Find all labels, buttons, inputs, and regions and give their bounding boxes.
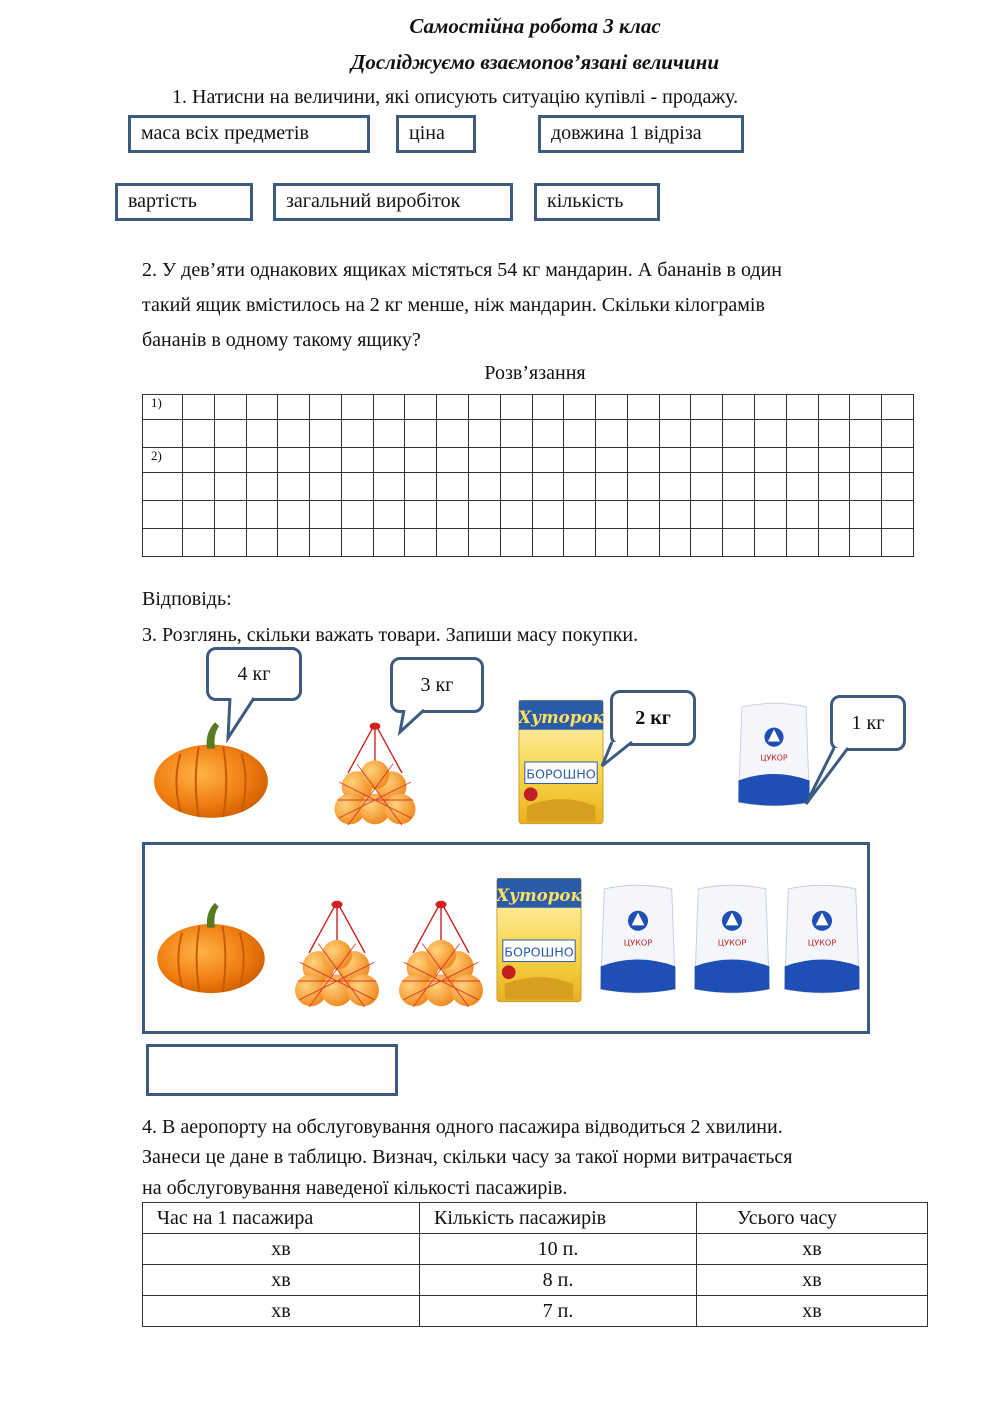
grid-cell[interactable] — [596, 448, 628, 473]
grid-cell[interactable] — [405, 448, 437, 473]
oranges-weight-bubble: 3 кг — [390, 657, 484, 713]
time-cell[interactable]: хв — [143, 1296, 420, 1327]
grid-cell[interactable] — [850, 473, 882, 501]
count-cell: 7 п. — [420, 1296, 697, 1327]
count-cell: 8 п. — [420, 1265, 697, 1296]
solution-label: Розв’язання — [484, 362, 586, 384]
purchase-box — [142, 842, 870, 1034]
option-price-button[interactable]: ціна — [396, 115, 476, 153]
purchase-pumpkin-image — [153, 899, 269, 995]
grid-cell[interactable] — [882, 501, 914, 529]
grid-cell[interactable] — [310, 448, 342, 473]
grid-cell[interactable] — [214, 420, 246, 448]
grid-cell[interactable] — [182, 395, 214, 420]
table-row — [143, 1296, 928, 1327]
grid-cell[interactable] — [818, 529, 850, 557]
grid-cell[interactable] — [437, 395, 469, 420]
task1-prompt: 1. Натисни на величини, які описують ситуацію купівлі - продажу. — [172, 86, 739, 108]
grid-cell[interactable] — [691, 448, 723, 473]
grid-cell[interactable] — [882, 448, 914, 473]
table-row — [143, 1265, 928, 1296]
grid-cell[interactable] — [850, 448, 882, 473]
grid-cell[interactable] — [341, 473, 373, 501]
grid-cell[interactable] — [469, 448, 501, 473]
grid-cell[interactable] — [182, 529, 214, 557]
grid-cell[interactable] — [564, 420, 596, 448]
pumpkin-bubble-tail — [220, 698, 260, 740]
grid-cell[interactable] — [627, 501, 659, 529]
purchase-sugar-image — [597, 879, 679, 999]
grid-cell[interactable] — [596, 501, 628, 529]
grid-cell[interactable] — [437, 501, 469, 529]
grid-cell[interactable] — [278, 395, 310, 420]
grid-cell[interactable] — [143, 420, 183, 448]
grid-cell[interactable] — [786, 448, 818, 473]
grid-cell[interactable] — [564, 395, 596, 420]
grid-cell[interactable] — [532, 420, 564, 448]
grid-cell[interactable] — [596, 529, 628, 557]
grid-cell[interactable] — [818, 473, 850, 501]
flour-bubble-tail — [600, 740, 640, 770]
grid-cell[interactable] — [182, 501, 214, 529]
grid-cell[interactable] — [627, 420, 659, 448]
grid-cell[interactable] — [659, 529, 691, 557]
grid-row — [143, 448, 914, 473]
grid-row-label[interactable]: 1) — [143, 395, 183, 420]
grid-cell[interactable] — [341, 501, 373, 529]
grid-cell[interactable] — [596, 473, 628, 501]
grid-cell[interactable] — [755, 529, 787, 557]
grid-cell[interactable] — [405, 473, 437, 501]
task4-line2: Занеси це дане в таблицю. Визнач, скільки часу за такої норми витрачається — [142, 1146, 793, 1168]
grid-cell[interactable] — [723, 529, 755, 557]
time-cell[interactable]: хв — [143, 1234, 420, 1265]
task2-line2: такий ящик вмістилось на 2 кг менше, ніж мандарин. Скільки кілограмів — [142, 294, 765, 316]
grid-cell[interactable] — [532, 448, 564, 473]
grid-cell[interactable] — [882, 420, 914, 448]
grid-cell[interactable] — [532, 395, 564, 420]
grid-cell[interactable] — [818, 448, 850, 473]
grid-cell[interactable] — [373, 529, 405, 557]
grid-cell[interactable] — [500, 501, 532, 529]
grid-cell[interactable] — [469, 529, 501, 557]
page-title: Самостійна робота 3 клас — [409, 14, 661, 38]
grid-cell[interactable] — [278, 529, 310, 557]
grid-cell[interactable] — [691, 501, 723, 529]
purchase-mass-answer-input[interactable] — [146, 1044, 398, 1096]
grid-cell[interactable] — [469, 473, 501, 501]
grid-cell[interactable] — [786, 529, 818, 557]
grid-cell[interactable] — [882, 529, 914, 557]
grid-cell[interactable] — [405, 420, 437, 448]
grid-cell[interactable] — [405, 395, 437, 420]
grid-cell[interactable] — [659, 448, 691, 473]
purchase-oranges-image — [391, 897, 491, 1009]
option-length-button[interactable]: довжина 1 відріза — [538, 115, 744, 153]
grid-cell[interactable] — [278, 473, 310, 501]
grid-cell[interactable] — [341, 448, 373, 473]
time-cell[interactable]: хв — [143, 1265, 420, 1296]
grid-cell[interactable] — [723, 395, 755, 420]
grid-cell[interactable] — [214, 501, 246, 529]
solution-grid[interactable] — [142, 394, 914, 557]
grid-cell[interactable] — [469, 395, 501, 420]
grid-cell[interactable] — [278, 501, 310, 529]
grid-row — [143, 420, 914, 448]
grid-cell[interactable] — [786, 420, 818, 448]
grid-cell[interactable] — [596, 420, 628, 448]
grid-cell[interactable] — [659, 395, 691, 420]
grid-cell[interactable] — [691, 420, 723, 448]
grid-cell[interactable] — [786, 395, 818, 420]
grid-cell[interactable] — [437, 529, 469, 557]
task4-line1: 4. В аеропорту на обслуговування одного пасажира відводиться 2 хвилини. — [142, 1116, 783, 1138]
grid-cell[interactable] — [182, 448, 214, 473]
grid-cell[interactable] — [214, 395, 246, 420]
grid-cell[interactable] — [786, 501, 818, 529]
grid-cell[interactable] — [627, 473, 659, 501]
grid-cell[interactable] — [882, 473, 914, 501]
grid-cell[interactable] — [214, 529, 246, 557]
purchase-oranges-image — [287, 897, 387, 1009]
grid-cell[interactable] — [373, 395, 405, 420]
grid-cell[interactable] — [373, 420, 405, 448]
option-mass-button[interactable]: маса всіх предметів — [128, 115, 370, 153]
grid-cell[interactable] — [755, 395, 787, 420]
grid-cell[interactable] — [564, 448, 596, 473]
grid-cell[interactable] — [143, 529, 183, 557]
header-passenger-count: Кількість пасажирів — [420, 1203, 697, 1234]
grid-row — [143, 501, 914, 529]
grid-cell[interactable] — [310, 501, 342, 529]
purchase-sugar-image — [781, 879, 863, 999]
grid-cell[interactable] — [469, 501, 501, 529]
grid-cell[interactable] — [723, 420, 755, 448]
grid-cell[interactable] — [596, 395, 628, 420]
grid-cell[interactable] — [691, 395, 723, 420]
total-cell[interactable]: хв — [697, 1296, 928, 1327]
option-quantity-button[interactable]: кількість — [534, 183, 660, 221]
time-table — [142, 1202, 928, 1327]
table-row — [143, 1234, 928, 1265]
grid-cell[interactable] — [278, 448, 310, 473]
task2-line3: бананів в одному такому ящику? — [142, 329, 421, 351]
flour-weight-bubble: 2 кг — [610, 690, 696, 746]
sugar-weight-bubble: 1 кг — [830, 695, 906, 751]
grid-cell[interactable] — [437, 473, 469, 501]
grid-cell[interactable] — [469, 420, 501, 448]
total-cell[interactable]: хв — [697, 1265, 928, 1296]
grid-cell[interactable] — [691, 529, 723, 557]
grid-cell[interactable] — [310, 473, 342, 501]
grid-cell[interactable] — [278, 420, 310, 448]
grid-cell[interactable] — [564, 501, 596, 529]
sugar-bubble-tail — [800, 748, 850, 810]
task2-line1: 2. У дев’яти однакових ящиках містяться 54 кг мандарин. А бананів в один — [142, 259, 782, 281]
grid-cell[interactable] — [850, 395, 882, 420]
grid-cell[interactable] — [659, 501, 691, 529]
count-cell: 10 п. — [420, 1234, 697, 1265]
grid-cell[interactable] — [755, 501, 787, 529]
grid-cell[interactable] — [627, 448, 659, 473]
grid-cell[interactable] — [723, 473, 755, 501]
grid-cell[interactable] — [341, 420, 373, 448]
grid-cell[interactable] — [182, 420, 214, 448]
grid-cell[interactable] — [310, 420, 342, 448]
grid-cell[interactable] — [405, 501, 437, 529]
grid-cell[interactable] — [818, 395, 850, 420]
task4-line3: на обслуговування наведеної кількості пасажирів. — [142, 1177, 568, 1199]
grid-cell[interactable] — [564, 473, 596, 501]
grid-cell[interactable] — [310, 529, 342, 557]
grid-cell[interactable] — [500, 448, 532, 473]
grid-cell[interactable] — [882, 395, 914, 420]
grid-cell[interactable] — [373, 501, 405, 529]
grid-row — [143, 473, 914, 501]
grid-cell[interactable] — [246, 420, 278, 448]
grid-cell[interactable] — [246, 529, 278, 557]
pumpkin-weight-bubble: 4 кг — [206, 647, 302, 701]
grid-cell[interactable] — [532, 501, 564, 529]
answer-label: Відповідь: — [142, 588, 232, 610]
grid-cell[interactable] — [723, 448, 755, 473]
grid-cell[interactable] — [627, 529, 659, 557]
grid-cell[interactable] — [564, 529, 596, 557]
grid-cell[interactable] — [500, 529, 532, 557]
grid-row — [143, 395, 914, 420]
grid-cell[interactable] — [500, 473, 532, 501]
option-cost-button[interactable]: вартість — [115, 183, 253, 221]
grid-cell[interactable] — [818, 501, 850, 529]
flour-image — [517, 697, 605, 827]
grid-cell[interactable] — [373, 448, 405, 473]
grid-cell[interactable] — [214, 448, 246, 473]
grid-cell[interactable] — [659, 473, 691, 501]
grid-cell[interactable] — [310, 395, 342, 420]
header-time-per-passenger: Час на 1 пасажира — [143, 1203, 420, 1234]
grid-row — [143, 529, 914, 557]
header-total-time: Усього часу — [697, 1203, 928, 1234]
grid-row-label[interactable]: 2) — [143, 448, 183, 473]
grid-cell[interactable] — [723, 501, 755, 529]
task3-prompt: 3. Розглянь, скільки важать товари. Запиши масу покупки. — [142, 624, 639, 646]
grid-cell[interactable] — [341, 395, 373, 420]
grid-cell[interactable] — [532, 473, 564, 501]
grid-cell[interactable] — [691, 473, 723, 501]
grid-cell[interactable] — [500, 420, 532, 448]
grid-cell[interactable] — [659, 420, 691, 448]
grid-cell[interactable] — [786, 473, 818, 501]
grid-cell[interactable] — [850, 420, 882, 448]
oranges-bubble-tail — [396, 710, 432, 736]
grid-cell[interactable] — [755, 448, 787, 473]
purchase-sugar-image — [691, 879, 773, 999]
grid-cell[interactable] — [143, 473, 183, 501]
total-cell[interactable]: хв — [697, 1234, 928, 1265]
grid-cell[interactable] — [755, 420, 787, 448]
grid-cell[interactable] — [246, 448, 278, 473]
grid-cell[interactable] — [818, 420, 850, 448]
grid-cell[interactable] — [500, 395, 532, 420]
grid-cell[interactable] — [341, 529, 373, 557]
grid-cell[interactable] — [246, 395, 278, 420]
grid-cell[interactable] — [850, 501, 882, 529]
option-output-button[interactable]: загальний виробіток — [273, 183, 513, 221]
grid-cell[interactable] — [437, 448, 469, 473]
grid-cell[interactable] — [532, 529, 564, 557]
grid-cell[interactable] — [214, 473, 246, 501]
grid-cell[interactable] — [437, 420, 469, 448]
grid-cell[interactable] — [755, 473, 787, 501]
grid-cell[interactable] — [143, 501, 183, 529]
grid-cell[interactable] — [246, 473, 278, 501]
grid-cell[interactable] — [405, 529, 437, 557]
grid-cell[interactable] — [373, 473, 405, 501]
grid-cell[interactable] — [182, 473, 214, 501]
grid-cell[interactable] — [246, 501, 278, 529]
grid-cell[interactable] — [627, 395, 659, 420]
grid-cell[interactable] — [850, 529, 882, 557]
page-subtitle: Досліджуємо взаємопов’язані величини — [351, 50, 719, 74]
purchase-flour-image — [495, 875, 583, 1005]
